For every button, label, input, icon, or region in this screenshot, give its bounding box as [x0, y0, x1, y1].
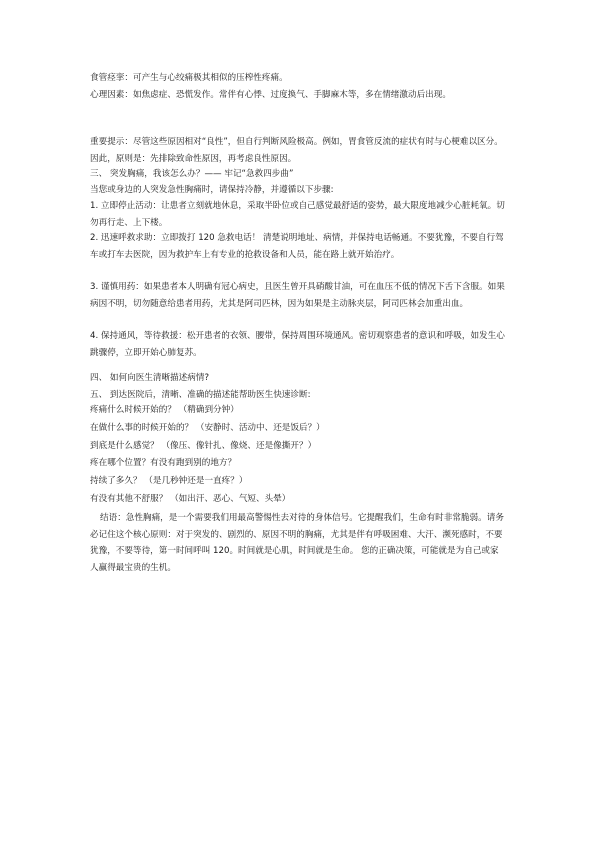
heading-section-five: 五、 到达医院后，清晰、准确的描述能帮助医生快速诊断:: [90, 390, 311, 400]
step-four: 4. 保持通风，等待救援：松开患者的衣领、腰带，保持周围环境通风。密切观察患者的意识和呼吸，如发生心跳骤停，立即开始心肺复苏。: [90, 331, 505, 358]
paragraph-esophageal-spasm: 食管痉挛：可产生与心绞痛极其相似的压榨性疼痛。: [90, 73, 288, 83]
question-item: 持续了多久？ （是几秒钟还是一直疼？）: [90, 476, 248, 487]
paragraph-important-tip: 重要提示：尽管这些原因相对“良性”，但自行判断风险极高。例如，胃食管反流的症状有时与心梗难以区分。因此，原则是：先排除致命性原因，再考虑良性原因。: [90, 137, 503, 164]
step-one: 1. 立即停止活动：让患者立刻就地休息，采取半卧位或自己感觉最舒适的姿势，最大限度地减少心脏耗氧。切勿再行走、上下楼。: [90, 201, 505, 228]
question-item: 在做什么事的时候开始的？ （安静时、活动中、还是饭后？）: [90, 422, 325, 433]
question-item: 到底是什么感觉？ （像压、像针扎、像烧、还是像撕开？）: [90, 440, 317, 451]
question-item: 疼痛什么时候开始的？ （精确到分钟）: [90, 405, 239, 415]
question-item: 有没有其他不舒服？ （如出汗、恶心、气短、头晕）: [90, 493, 291, 504]
question-item: 疼在哪个位置？有没有跑到别的地方？: [90, 458, 237, 469]
step-three: 3. 谨慎用药：如果患者本人明确有冠心病史，且医生曾开具硝酸甘油，可在血压不低的情况下舌下含服。如果病因不明，切勿随意给患者用药，尤其是阿司匹林，因为如果是主动脉夹层，阿司匹林会加重出血。: [90, 282, 505, 309]
question-list: [90, 402, 506, 509]
heading-section-three: 三、 突发胸痛，我该怎么办？—— 牢记“急救四步曲”: [90, 169, 294, 179]
paragraph-psychological-factors: 心理因素：如焦虑症、恐慌发作。常伴有心悸、过度换气、手脚麻木等，多在情绪激动后出现。: [90, 90, 451, 100]
paragraph-steps-intro: 当您或身边的人突发急性胸痛时，请保持冷静，并遵循以下步骤:: [90, 185, 334, 195]
paragraph-conclusion: 结语：急性胸痛，是一个需要我们用最高警惕性去对待的身体信号。它提醒我们，生命有时非常脆弱。请务必记住这个核心原则：对于突发的、剧烈的、原因不明的胸痛，尤其是伴有呼吸困难、大汗、濒死感时，不要犹豫，不要等待，第一时间呼叫 120。时间就是心肌，时间就是生命。 您的正确决策，可能就是为自己或家人赢得最宝贵的生机。: [90, 513, 504, 573]
heading-section-four: 四、 如何向医生清晰描述病情?: [90, 373, 210, 383]
step-two: 2. 迅速呼救求助：立即拨打 120 急救电话！ 清楚说明地址、病情，并保持电话畅通。不要犹豫，不要自行驾车或打车去医院，因为救护车上有专业的抢救设备和人员，能在路上就开始治疗。: [90, 233, 504, 260]
